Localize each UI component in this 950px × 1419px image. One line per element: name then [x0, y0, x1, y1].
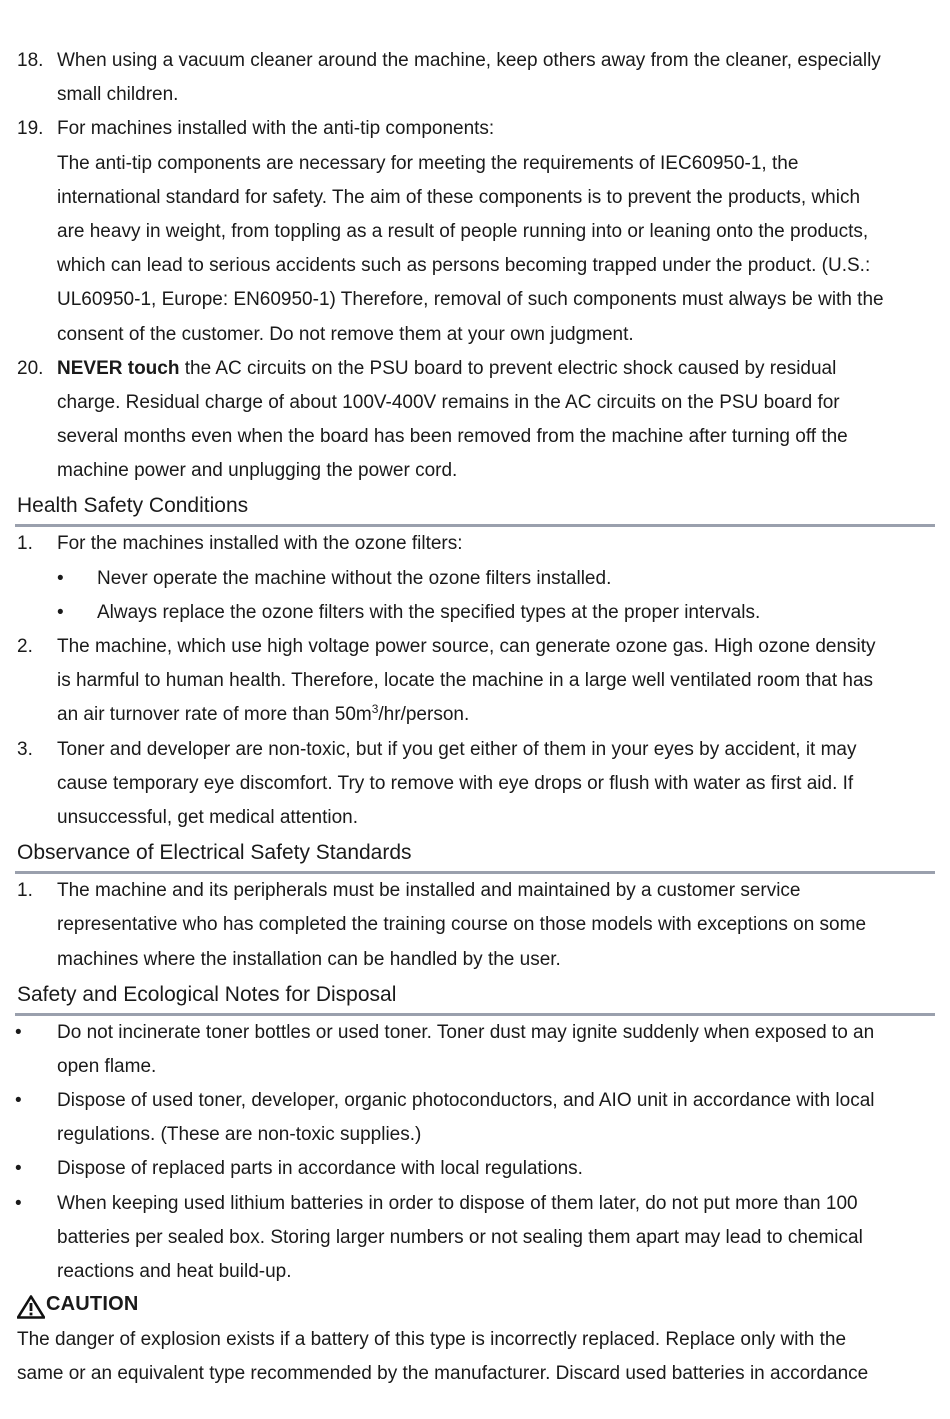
bullet-icon: • — [57, 601, 64, 623]
bullet-icon: • — [15, 1192, 22, 1214]
caution-text: same or an equivalent type recommended by the manufacturer. Discard used batteries in accordance — [17, 1363, 869, 1385]
item-text: international standard for safety. The aim of these components is to prevent the products, which — [57, 186, 861, 208]
item-text: The machine and its peripherals must be installed and maintained by a customer service — [57, 880, 801, 902]
list-item-1 — [0, 874, 950, 908]
item-text: For the machines installed with the ozone filters: — [57, 533, 463, 555]
item-text: unsuccessful, get medical attention. — [57, 806, 359, 828]
item-text: several months even when the board has been removed from the machine after turning off the — [57, 426, 848, 448]
bullet-text: open flame. — [57, 1055, 157, 1077]
bullet-icon: • — [15, 1090, 22, 1112]
item-text: which can lead to serious accidents such as persons becoming trapped under the product. (U.S.: — [57, 255, 871, 277]
item-text: The machine, which use high voltage power source, can generate ozone gas. High ozone density — [57, 636, 876, 657]
bullet-text: batteries per sealed box. Storing larger numbers or not sealing them apart may lead to chemical — [57, 1226, 863, 1248]
bullet-item — [0, 1187, 950, 1221]
item-text: machines where the installation can be handled by the user. — [57, 948, 561, 970]
list-item-1 — [0, 527, 950, 561]
list-item-2 — [0, 630, 950, 664]
list-item-20 — [0, 352, 950, 386]
item-text: small children. — [57, 84, 179, 106]
bullet-text: reactions and heat build-up. — [57, 1261, 292, 1282]
bullet-item — [0, 596, 950, 630]
bullet-text: Do not incinerate toner bottles or used toner. Toner dust may ignite suddenly when exposed to an — [57, 1021, 875, 1043]
item-text: charge. Residual charge of about 100V-400V remains in the AC circuits on the PSU board for — [57, 391, 840, 413]
item-number: 1. — [17, 880, 33, 902]
manual-page — [0, 44, 950, 1392]
item-number: 19. — [17, 118, 44, 140]
item-number: 18. — [17, 50, 44, 71]
item-text: machine power and unplugging the power cord. — [57, 460, 458, 482]
bullet-text: Always replace the ozone filters with the specified types at the proper intervals. — [97, 601, 761, 623]
bullet-item — [0, 1084, 950, 1118]
item-text: When using a vacuum cleaner around the machine, keep others away from the cleaner, especially — [57, 50, 881, 71]
caution-text: The danger of explosion exists if a battery of this type is incorrectly replaced. Replace only with the — [17, 1329, 847, 1351]
bullet-text: When keeping used lithium batteries in order to dispose of them later, do not put more than 100 — [57, 1192, 858, 1214]
warning-triangle-icon — [17, 1295, 45, 1319]
item-number: 1. — [17, 533, 33, 555]
bullet-text: regulations. (These are non-toxic supplies.) — [57, 1124, 422, 1146]
superscript: 3 — [371, 702, 379, 717]
bullet-item — [0, 562, 950, 596]
bullet-icon: • — [57, 567, 64, 589]
item-text: are heavy in weight, from toppling as a result of people running into or leaning onto the products, — [57, 220, 869, 242]
item-text: NEVER touch the AC circuits on the PSU board to prevent electric shock caused by residual — [57, 357, 837, 379]
bullet-icon: • — [15, 1158, 22, 1180]
item-text: consent of the customer. Do not remove them at your own judgment. — [57, 323, 634, 345]
item-text: Toner and developer are non-toxic, but if you get either of them in your eyes by accident, it may — [57, 738, 857, 760]
bullet-item — [0, 1152, 950, 1186]
section-heading-health: Health Safety Conditions — [17, 494, 249, 518]
item-text: is harmful to human health. Therefore, locate the machine in a large well ventilated room that has — [57, 670, 874, 692]
item-number: 2. — [17, 636, 33, 657]
bullet-text: Dispose of replaced parts in accordance with local regulations. — [57, 1158, 583, 1180]
bullet-text: Never operate the machine without the ozone filters installed. — [97, 567, 612, 589]
section-heading-disposal: Safety and Ecological Notes for Disposal — [17, 982, 397, 1006]
item-text: The anti-tip components are necessary for meeting the requirements of IEC60950-1, the — [57, 152, 799, 174]
item-number: 20. — [17, 357, 44, 379]
bullet-icon: • — [15, 1021, 22, 1043]
item-text: UL60950-1, Europe: EN60950-1) Therefore, removal of such components must always be with the — [57, 289, 884, 311]
item-text: cause temporary eye discomfort. Try to remove with eye drops or flush with water as first aid. If — [57, 772, 854, 794]
item-text: an air turnover rate of more than $50m^3/hr$/person. — [57, 702, 470, 726]
item-number: 3. — [17, 738, 33, 760]
bullet-item — [0, 1016, 950, 1050]
emphasis-text: NEVER touch — [57, 357, 180, 379]
section-heading-electrical: Observance of Electrical Safety Standards — [17, 841, 412, 865]
caution-label-row — [0, 1289, 950, 1323]
list-item-3 — [0, 733, 950, 767]
item-text: For machines installed with the anti-tip components: — [57, 118, 495, 140]
item-text: representative who has completed the training course on those models with exceptions on some — [57, 914, 867, 936]
list-item-18 — [0, 44, 950, 78]
bullet-text: Dispose of used toner, developer, organic photoconductors, and AIO unit in accordance with local — [57, 1090, 875, 1112]
caution-label: CAUTION — [46, 1293, 139, 1316]
list-item-19 — [0, 112, 950, 146]
